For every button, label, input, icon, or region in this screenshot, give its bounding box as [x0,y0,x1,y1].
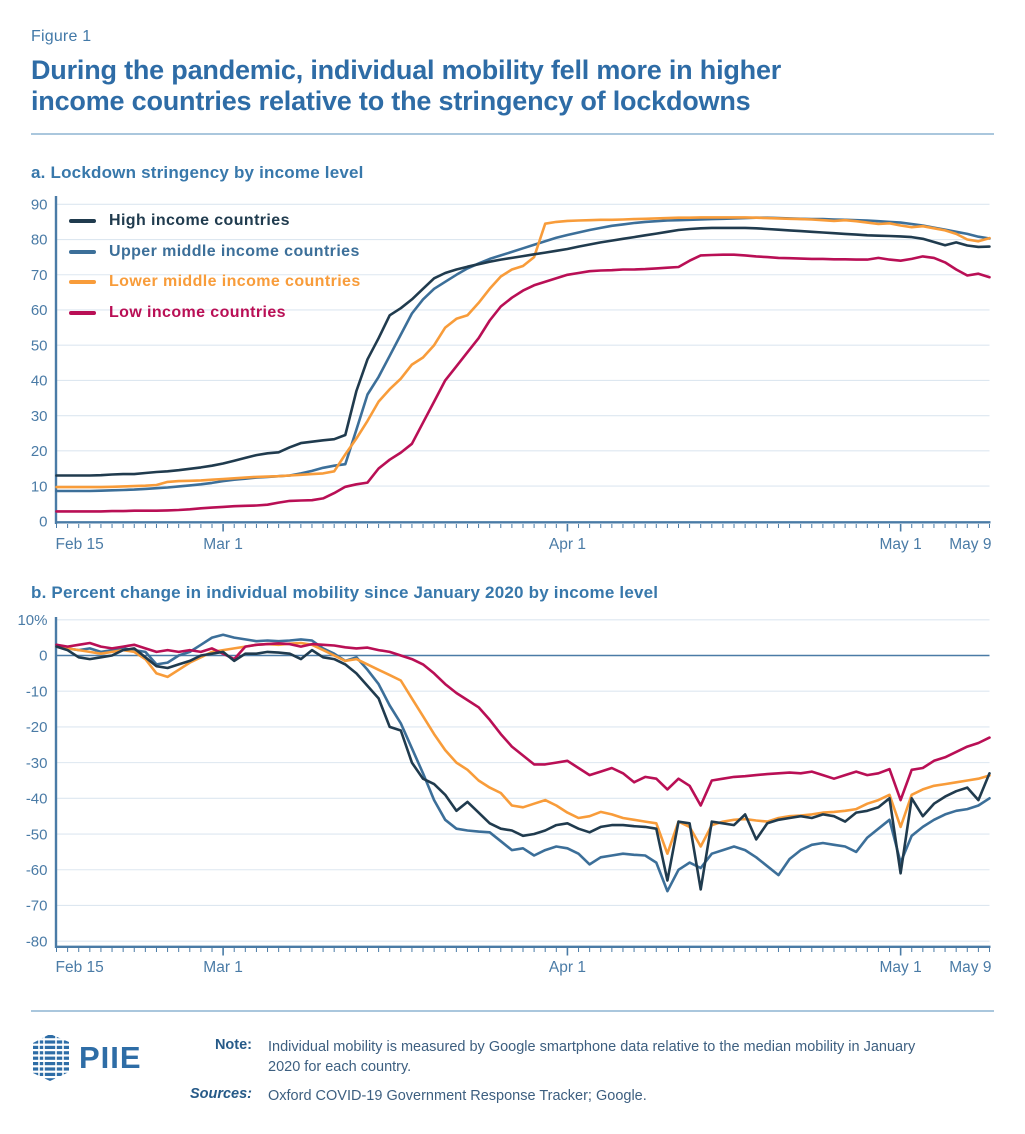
y-tick-label: 10 [30,478,48,496]
panel-a-heading: a. Lockdown stringency by income level [31,163,364,182]
x-tick-label: Apr 1 [548,959,586,976]
x-tick-label: Mar 1 [203,536,243,553]
x-tick-label: Feb 15 [55,959,104,976]
figure-title-line1: During the pandemic, individual mobility fell more in higher [31,55,782,85]
x-tick-label: May 9 [949,959,992,976]
y-tick-label: -40 [25,790,48,808]
series-line-lower_middle [57,643,990,854]
x-tick-label: May 9 [949,536,992,553]
y-tick-label: -20 [25,719,48,737]
legend-label-high-income: High income countries [109,212,290,229]
y-tick-label: -30 [25,754,48,772]
y-tick-label: 40 [30,372,48,390]
x-tick-label: Feb 15 [55,536,104,553]
y-tick-label: -50 [25,826,48,844]
note-text: Individual mobility is measured by Google smartphone data relative to the median mobility in January 2020 for each country. [268,1039,916,1075]
y-tick-label: 50 [30,337,48,355]
y-tick-label: -60 [25,861,48,879]
y-tick-label: -10 [25,683,48,701]
sources-label: Sources: [189,1086,252,1102]
piie-logo-icon [31,1034,71,1082]
y-tick-label: 70 [30,266,48,284]
x-tick-label: Apr 1 [548,536,586,553]
note-label: Note: [214,1037,252,1053]
series-line-low_income [57,643,990,806]
legend-item-low-income [69,303,286,323]
x-tick-label: Mar 1 [203,959,243,976]
y-tick-label: 60 [30,302,48,320]
legend-swatch-lower-middle [69,280,96,284]
y-tick-label: 30 [30,407,48,425]
legend-item-upper-middle [69,242,360,262]
y-tick-label: 80 [30,231,48,249]
legend-label-upper-middle: Upper middle income countries [109,243,360,260]
panel-b [17,612,991,976]
legend-label-low-income: Low income countries [109,304,286,321]
y-tick-label: -80 [25,933,48,951]
legend-swatch-high-income [69,219,96,223]
y-tick-label: 90 [30,196,48,214]
y-tick-label: 10% [17,611,48,629]
piie-logo [31,1034,142,1082]
legend-label-lower-middle: Lower middle income countries [109,273,361,290]
figure-title-line2: income countries relative to the stringency of lockdowns [31,86,751,116]
series-line-low_income [57,255,990,512]
panel-b-heading: b. Percent change in individual mobility since January 2020 by income level [31,583,659,602]
y-tick-label: 20 [30,443,48,461]
piie-logo-text: PIIE [79,1040,142,1075]
y-tick-label: 0 [39,647,48,665]
figure-kicker: Figure 1 [31,28,92,45]
series-line-high_income [57,647,990,890]
legend-item-lower-middle [69,272,361,292]
y-tick-label: 0 [39,513,48,531]
legend-swatch-upper-middle [69,250,96,254]
x-tick-label: May 1 [879,959,922,976]
y-tick-label: -70 [25,897,48,915]
footer-divider [31,1010,994,1012]
legend-swatch-low-income [69,311,96,315]
legend-item-high-income [69,211,290,231]
x-tick-label: May 1 [879,536,922,553]
sources-text: Oxford COVID-19 Government Response Tracker; Google. [268,1088,647,1104]
